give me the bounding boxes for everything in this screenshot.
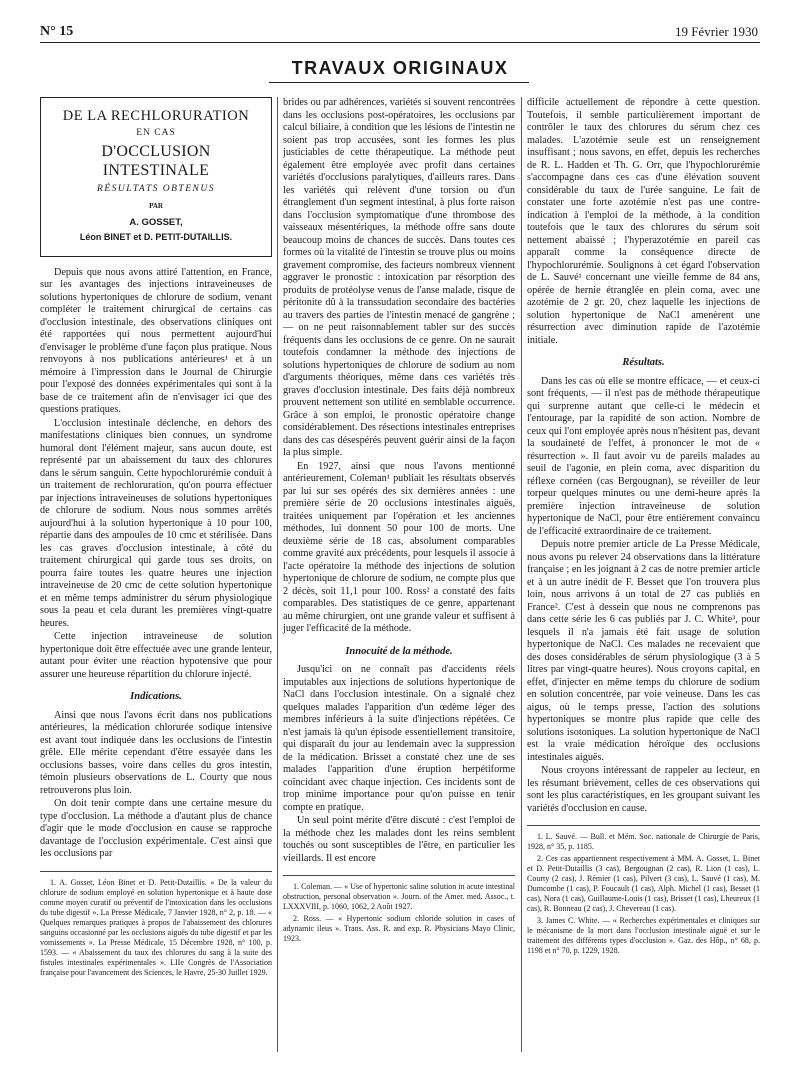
column-3 xyxy=(527,97,760,958)
article-title-line2: EN CAS xyxy=(136,128,176,138)
footnotes xyxy=(527,825,760,956)
footnote: 2. Ces cas appartiennent respectivement à MM. A. Gosset, L. Binet et D. Petit-Dutaillis (3 cas), Bergougnan (2 cas), R. Lion (1 cas), L. Courty (2 cas), J. Rémier (1 cas), Pilvert (3 cas), L. Sauvé (1 cas), M. Dumcombe (1 cas), P. Foucault (1 cas), Alph. Michel (1 cas), Besset (1 cas), Nora (1 cas), Guillaume-Louis (1 cas), Brisset (1 cas), Lheureux (1 cas), R. Bonneau (2 cas), J. Chevereau (1 cas). xyxy=(527,854,760,913)
column-2 xyxy=(283,97,515,946)
section-title: TRAVAUX ORIGINAUX xyxy=(291,58,509,78)
paragraph: L'occlusion intestinale déclenche, en dehors des manifestations cliniques bien connues, un syndrome humoral dont l'élément majeur, sans aucun doute, est représenté par un abaissement du taux des chlorures dans le sérum sanguin. Cette hypochlorurémie conduit à un traitement de rechloruration, qu'on pourra effectuer par injections intraveineuses de solutions hypertoniques de chlorure de sodium. Nous nous sommes arrêtés aujourd'hui à la solution hypertonique à 10 pour 100, répartie dans des ampoules de 10 cmc et stérilisée. Dans les cas graves d'occlusion intestinale, à côté du traitement chirurgical qui garde tous ses droits, on pourra faire toutes les quatre heures une injection intraveineuse de 20 cmc de cette solution hypertonique et en même temps administrer du sérum physiologique sous la peau et cela durant les premières vingt-quatre heures. xyxy=(40,417,272,629)
paragraph: On doit tenir compte dans une certaine mesure du type d'occlusion. La méthode a d'autant plus de chance d'agir que le mode d'occlusion en cause se rapproche davantage de l'occlusion expérimentale. C'est ainsi que les occlusions par xyxy=(40,798,272,859)
footnote: 3. James C. White. — « Recherches expérimentales et cliniques sur le mécanisme de la mort dans l'occlusion intestinale aiguë et sur le traitement des différents types d'occlusion ». Gaz. des Hôp., n° 68, p. 1198 et n° 70, p. 1229, 1928. xyxy=(527,916,760,955)
article-title-line3: D'OCCLUSION INTESTINALE xyxy=(101,142,211,179)
paragraph: Jusqu'ici on ne connaît pas d'accidents réels imputables aux injections de solutions hypertonique de NaCl dans l'occlusion intestinale. On a signalé chez quelques malades l'apparition d'un œdème léger des membres inférieurs à la suite d'injections répétées. Ce n'est jamais là qu'un épisode essentiellement transitoire, qui disparaît du jour au lendemain avec la suppression de la médication. Brisset a constaté chez une de ses malades l'apparition d'une éruption herpétiforme coïncidant avec chaque injection. Ces incidents sont de trop minime importance pour qu'on puisse en tenir compte en pratique. xyxy=(283,664,515,813)
paragraph: En 1927, ainsi que nous l'avons mentionné antérieurement, Coleman¹ publiait les résultats observés par lui sur ses opérés des six dernières années : une première série de 20 occlusions intestinales aiguës, traitées uniquement par l'opération et les anciennes méthodes, lui donnent 50 pour 100 de morts. Une deuxième série de 18 cas, absolument comparables comme gravité aux précédents, pour lesquels il associe à l'acte opératoire la méthode des injections de solution hypertonique de chlorure de sodium, ne compte plus que 2 décès, soit 11,1 pour 100. Ross² a constaté des faits comparables. Des statistiques de ce genre, appartenant au même chirurgien, ont une grande valeur et suffisent à juger l'efficacité de la méthode. xyxy=(283,460,515,634)
column-divider xyxy=(521,97,522,1052)
footnote: 1. Coleman. — « Use of hypertonic saline solution in acute intestinal obstruction, personal observation ». Journ. of the Amer. med. Assoc., t. LXXXVIII, p. 1060, 1062, 2 Août 1927. xyxy=(283,882,515,911)
article-subtitle: RÉSULTATS OBTENUS xyxy=(97,183,215,194)
footnotes xyxy=(283,875,515,944)
column-1 xyxy=(40,97,272,980)
paragraph: Cette injection intraveineuse de solution hypertonique doit être effectuée avec une grande lenteur, autant pour éviter une réaction hypotensive que pour assurer une heureuse répartition du chlorure injecté. xyxy=(40,631,272,680)
paragraph: Depuis notre premier article de La Presse Médicale, nous avons pu relever 24 observations dans la littérature française ; en les joignant à 2 cas de notre premier article et à un autre inédit de F. Besset que l'on trouvera plus loin, nous arrivons à un total de 27 cas publiés en France². C'est à dessein que nous ne comprenons pas dans cette série les 6 cas publiés par J. C. White³, pour lesquels il n'a jamais été fait usage de solution hypertonique de NaCl. Ces malades ne recevaient que des doses considérables de sérum physiologique (3 à 5 litres par vingt-quatre heures). Nous croyons capital, en effet, d'injecter en même temps du chlorure de sodium en solution concentrée, par voie veineuse. Dans les cas aigus, où le temps presse, l'action des solutions hypertoniques se montre plus rapide que celle des solutions isotoniques. La solution hypertonique de NaCl est la vraie médication héroïque des occlusions intestinales aiguës. xyxy=(527,539,760,763)
issue-number: N° 15 xyxy=(40,24,74,39)
section-title-rule xyxy=(269,82,529,83)
paragraph: difficile actuellement de répondre à cette question. Toutefois, il semble particulièrement important de contrôler le taux des chlorures du sérum chez ces malades. L'azotémie seule est un renseignement insuffisant ; nous savons, en effet, depuis les recherches de R. L. Hadden et Th. G. Orr, que l'hypochlorurémie s'accompagne dans ces cas d'une élévation souvent considérable du taux de l'urée sanguine. Le fait de constater une forte azotémie n'est pas une contre-indication à l'emploi de la méthode, à la condition toutefois que le taux des chlorures du sérum soit nettement abaissé ; l'hyperazotémie en pareil cas apparaît comme la conséquence directe de l'hypochlorurémie. Soulignons à cet égard l'observation de L. Sauvé¹ concernant une vieille femme de 84 ans, opérée de hernie étranglée en plein coma, avec une azotémie de 2 gr. 20, chez laquelle les injections de solution hypertonique de NaCl amenèrent une résurrection avec diminution rapide de l'azotémie initiale. xyxy=(527,97,760,346)
footnote: 2. Ross. — « Hypertonic sodium chloride solution in cases of adynamic ileus ». Trans. Ass. R. and exp. R. Physicians Mayo Clinic, 1923. xyxy=(283,914,515,943)
paragraph: Depuis que nous avons attiré l'attention, en France, sur les avantages des injections intraveineuses de solutions hypertoniques de chlorure de sodium, venant compléter le traitement chirurgical de certains cas d'occlusion intestinale, des observations cliniques ont été rapportées qui nous permettent aujourd'hui d'envisager le problème d'une façon plus pratique. Nous renvoyons à nos publications antérieures¹ et à un mémoire à l'impression dans le Journal de Chirurgie pour l'exposé des données expérimentales qui sont à la base de ce traitement afin de n'envisager ici que des questions pratiques. xyxy=(40,266,272,415)
section-heading-innocuite: Innocuité de la méthode. xyxy=(345,645,453,657)
paragraph: Un seul point mérite d'être discuté : c'est l'emploi de la méthode chez les malades dont les reins semblent touchés ou sont susceptibles de l'être, en particulier les vieillards. Il est encore xyxy=(283,815,515,864)
column-divider xyxy=(277,97,278,1052)
header-rule xyxy=(40,42,760,43)
paragraph: Ainsi que nous l'avons écrit dans nos publications antérieures, la médication chlorurée sodique intensive est avant tout indiquée dans les occlusions de l'intestin grêle. Elle mérite cependant d'être essayée dans les occlusions basses, voire dans celles du gros intestin, témoin plusieurs observations de L. Courty que nous retrouverons plus loin. xyxy=(40,709,272,796)
author-line-1: A. GOSSET, xyxy=(129,216,183,228)
footnote: 1. L. Sauvé. — Bull. et Mém. Soc. nationale de Chirurgie de Paris, 1928, n° 35, p. 1185. xyxy=(527,832,760,851)
byline-par: PAR xyxy=(149,202,163,210)
footnotes xyxy=(40,871,272,978)
paragraph: Dans les cas où elle se montre efficace, — et ceux-ci sont fréquents, — il n'est pas de méthode thérapeutique qui surprenne autant que celle-ci le médecin et l'entourage, par la rapidité de son action. Nombre de ceux qui l'ont employée après nous n'hésitent pas, devant la soudaineté de l'effet, à prononcer le mot de « résurrection ». Il faut avoir vu de pareils malades au seuil de l'agonie, en plein coma, avec disparition du réflexe cornéen (cas Bergougnan), se réveiller de leur torpeur quelques minutes ou une demi-heure après la première injection intraveineuse de solution hypertonique de NaCl, pour être entièrement convaincu de l'efficacité extraordinaire de ce traitement. xyxy=(527,375,760,537)
section-heading-resultats: Résultats. xyxy=(622,357,665,368)
article-title-box xyxy=(40,97,272,257)
issue-date: 19 Février 1930 xyxy=(674,24,758,39)
article-title-line1: DE LA RECHLORURATION xyxy=(62,108,250,124)
footnote: 1. A. Gosset, Léon Binet et D. Petit-Dutaillis. « De la valeur du chlorure de sodium employé en solution hypertonique et à haute dose comme moyen curatif ou préventif de l'intoxication dans les occlusions du tube digestif ». La Presse Médicale, 7 Janvier 1928, n° 2, p. 18. — « Quelques remarques pratiques à propos de l'abaissement des chlorures sanguins occasionné par les occlusions aiguës du tube digestif et par les vomissements ». La Presse Médicale, 15 Décembre 1928, n° 100, p. 1593. — « Abaissement du taux des chlorures du sang à la suite des fistules intestinales expérimentales ». LIIe Congrès de l'Association française pour l'avancement des Sciences, le Havre, 25-30 Juillet 1929. xyxy=(40,877,272,977)
paragraph: Nous croyons intéressant de rappeler au lecteur, en les résumant brièvement, celles de ces observations qui sont les plus caractéristiques, en les groupant suivant les variétés d'occlusion en cause. xyxy=(527,765,760,814)
section-heading-indications: Indications. xyxy=(130,691,182,702)
paragraph: brides ou par adhérences, variétés si souvent rencontrées dans les occlusions post-opératoires, les occlusions par calcul biliaire, à condition que les lésions de l'intestin ne soient pas trop accusées, sont les formes les plus justiciables de cette thérapeutique. La méthode peut également être employée avec profit dans certaines variétés d'occlusions paralytiques, d'ailleurs rares. Dans les variétés qui relèvent d'une torsion ou d'un étranglement d'un segment intestinal, à plus forte raison dans l'occlusion symptomatique d'une thrombose des vaisseaux mésentériques, la méthode offre sans doute beaucoup moins de chances de succès. Dans toutes ces formes où la vitalité de l'intestin se trouve plus ou moins gravement compromise, des facteurs nombreux viennent aggraver le pronostic : intoxication par résorption des produits de protéolyse venus de l'anse malade, risque de péritonite dû à la transsudation secondaire des bactéries au travers des parties de l'intestin menacé de gangrène ; — on ne peut raisonnablement tabler sur des succès fréquents dans les occlusions de ce genre. On ne saurait toutefois condamner la méthode des injections de solutions hypertoniques de chlorure de sodium au nom d'arguments théoriques, même dans ces variétés très graves d'occlusion intestinale. Des faits déjà nombreux prouvent nettement son utilité en semblable occurrence. Grâce à son emploi, le pronostic opératoire change considérablement. Des résections intestinales entreprises dans des cas désespérés peuvent guérir ainsi de la façon la plus simple. xyxy=(283,97,515,458)
author-line-2: Léon BINET et D. PETIT-DUTAILLIS. xyxy=(79,232,233,242)
